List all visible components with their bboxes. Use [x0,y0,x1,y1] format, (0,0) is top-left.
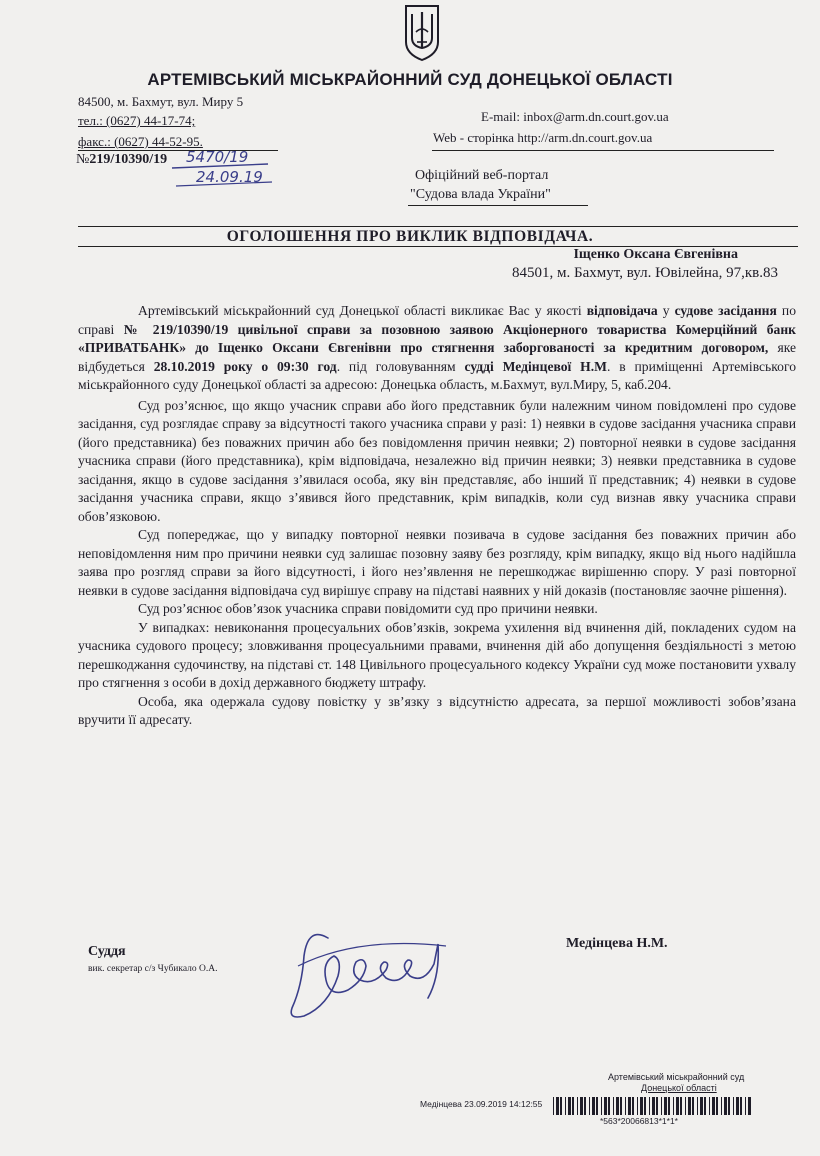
barcode-bar [721,1097,722,1115]
portal-line-1: Офіційний веб-портал [415,168,549,183]
handwritten-incoming-number: 5470/19 [186,148,249,166]
barcode-bar [644,1097,646,1115]
judge-label: Суддя [88,944,126,959]
paragraph-duty: Суд роз’яснює обов’язок учасника справи повідомити суд про причини неявки. [138,601,598,616]
barcode-bar [649,1097,650,1115]
barcode-bar [652,1097,655,1115]
barcode-bar [745,1097,746,1115]
barcode-bar [712,1097,715,1115]
barcode-bar [697,1097,698,1115]
barcode-bar [688,1097,691,1115]
barcode-bar [673,1097,674,1115]
barcode-bar [625,1097,626,1115]
barcode-bar [584,1097,586,1115]
barcode-bar [608,1097,610,1115]
handwritten-underline-icon [168,150,278,192]
court-address: 84500, м. Бахмут, вул. Миру 5 [78,94,244,109]
case-ref-prefix: № [76,152,90,167]
barcode-bar [580,1097,583,1115]
judge-name: Медінцева Н.М. [566,936,668,951]
barcode-bar [733,1097,734,1115]
barcode-bar [565,1097,566,1115]
barcode-bar [592,1097,595,1115]
barcode-bar [589,1097,590,1115]
barcode-bar [553,1097,554,1115]
stamp-meta: Медінцева 23.09.2019 14:12:55 [420,1099,543,1109]
barcode-bar [572,1097,574,1115]
trident-emblem-icon [400,2,444,62]
barcode-bar [704,1097,706,1115]
barcode-bar [637,1097,638,1115]
barcode-bar [613,1097,614,1115]
recipient-name: Іщенко Оксана Євгенівна [573,247,738,262]
barcode-bar [664,1097,667,1115]
barcode-bar [661,1097,662,1115]
barcode-bar [680,1097,682,1115]
court-fax: факс.: (0627) 44-52-95. [78,134,203,149]
barcode-bar [556,1097,559,1115]
secretary-line: вик. секретар с/з Чубикало О.А. [88,964,218,974]
case-reference [76,152,167,168]
barcode-bar [700,1097,703,1115]
barcode-bar [596,1097,598,1115]
barcode-bar [685,1097,686,1115]
court-email: E-mail: inbox@arm.dn.court.gov.ua [481,109,669,124]
barcode-bar [656,1097,658,1115]
barcode-bar [740,1097,742,1115]
header-divider-right [432,150,774,151]
heading-rule-top [78,226,798,227]
barcode-bar [728,1097,730,1115]
paragraph-warning: Суд попереджає, що у випадку повторної неявки позивача в судове засідання без поважних причин або неповідомлення ним про причини неявки суд залишає позовну заяву без розгляду, крім випадку, якщо від нього надійшла заява про розгляд справи за його відсутності, і його нез’явлення не перешкоджає вирішенню спору. У разі повторної неявки в судове засідання відповідача суд вирішує справу на підставі наявних у ній доказів (постановляє заочне рішення). [78,527,796,598]
barcode-icon [553,1097,753,1115]
portal-underline [408,205,588,206]
stamp-region: Донецької області [641,1083,717,1093]
barcode-bar [577,1097,578,1115]
paragraph-delivery: Особа, яка одержала судову повістку у зв’язку з відсутністю адресата, за першої можливості зобов’язана вручити її адресату. [78,693,796,727]
court-phone: тел.: (0627) 44-17-74; [78,113,196,128]
barcode-bar [601,1097,602,1115]
paragraph-explanation: Суд роз’яснює, що якщо учасник справи або його представник були належним чином повідомлені про судове засідання, суд розглядає справу за відсутності такого учасника справи у разі: 1) неявки в судове засідання учасника справи (його представника) без поважних причин або без повідомлення причин неявки; 2) повторної неявки в судове засідання учасника справи (його представника), крім відповідача, незалежно від причин неявки; 3) неявки представника в судове засідання, якщо в судове засідання з’явилася особа, яку він представляє, або інший її представник; 4) неявки в судове засідання учасника справи, якщо з’явився його представник, крім випадків, коли суд визнав явку учасника справи обов’язковою. [78,397,796,524]
handwritten-incoming-date: 24.09.19 [196,168,263,186]
barcode-bar [736,1097,739,1115]
barcode-bar [668,1097,670,1115]
stamp-court: Артемівський міськрайонний суд [608,1072,745,1082]
court-website: Web - сторінка http://arm.dn.court.gov.ua [433,130,653,145]
barcode-bar [724,1097,727,1115]
paragraph-penalties: У випадках: невиконання процесуальних обов’язків, зокрема ухилення від вчинення дій, покладених судом на учасника судового процесу; зловживання процесуальними правами, вчинення дій або допущення бездіяльності з метою перешкоджання судочинству, на підставі ст. 148 Цивільного процесуального кодексу України суд може постановити ухвалу про стягнення з особи в дохід державного бюджету штрафу. [78,619,796,690]
barcode-bar [709,1097,710,1115]
portal-line-2: "Судова влада України" [410,187,551,202]
court-name: АРТЕМІВСЬКИЙ МІСЬКРАЙОННИЙ СУД ДОНЕЦЬКОЇ ОБЛАСТІ [147,70,673,89]
barcode-bar [620,1097,622,1115]
barcode-bar [676,1097,679,1115]
barcode-bar [640,1097,643,1115]
barcode-bar [692,1097,694,1115]
barcode-text: *563*20066813*1*1* [600,1116,678,1126]
barcode-bar [748,1097,751,1115]
barcode-bar [716,1097,718,1115]
barcode-bar [632,1097,634,1115]
barcode-bar [628,1097,631,1115]
barcode-bar [616,1097,619,1115]
case-ref-number: 219/10390/19 [89,152,168,167]
notice-heading: ОГОЛОШЕННЯ ПРО ВИКЛИК ВІДПОВІДАЧА. [226,228,594,245]
paragraph-summons: Артемівський міськрайонний суд Донецької області викликає Вас у якості відповідача у судове засідання по справі № 219/10390/19 цивільної справи за позовною заявою Акціонерного товариства Комерційний банк «ПРИВАТБАНК» до Іщенко Оксани Євгенівни про стягнення заборгованості за кредитним договором, яке відбудеться 28.10.2019 року о 09:30 год. під головуванням судді Медінцевої Н.М. в приміщенні Артемівського міськрайонного суду Донецької області за адресою: Донецька область, м.Бахмут, вул.Миру, 5, каб.204. [78,303,797,392]
barcode-bar [604,1097,607,1115]
notice-body [78,302,796,730]
recipient-address: 84501, м. Бахмут, вул. Ювілейна, 97,кв.83 [512,265,778,281]
barcode-bar [560,1097,562,1115]
signature-icon [268,916,468,1026]
barcode-bar [568,1097,571,1115]
